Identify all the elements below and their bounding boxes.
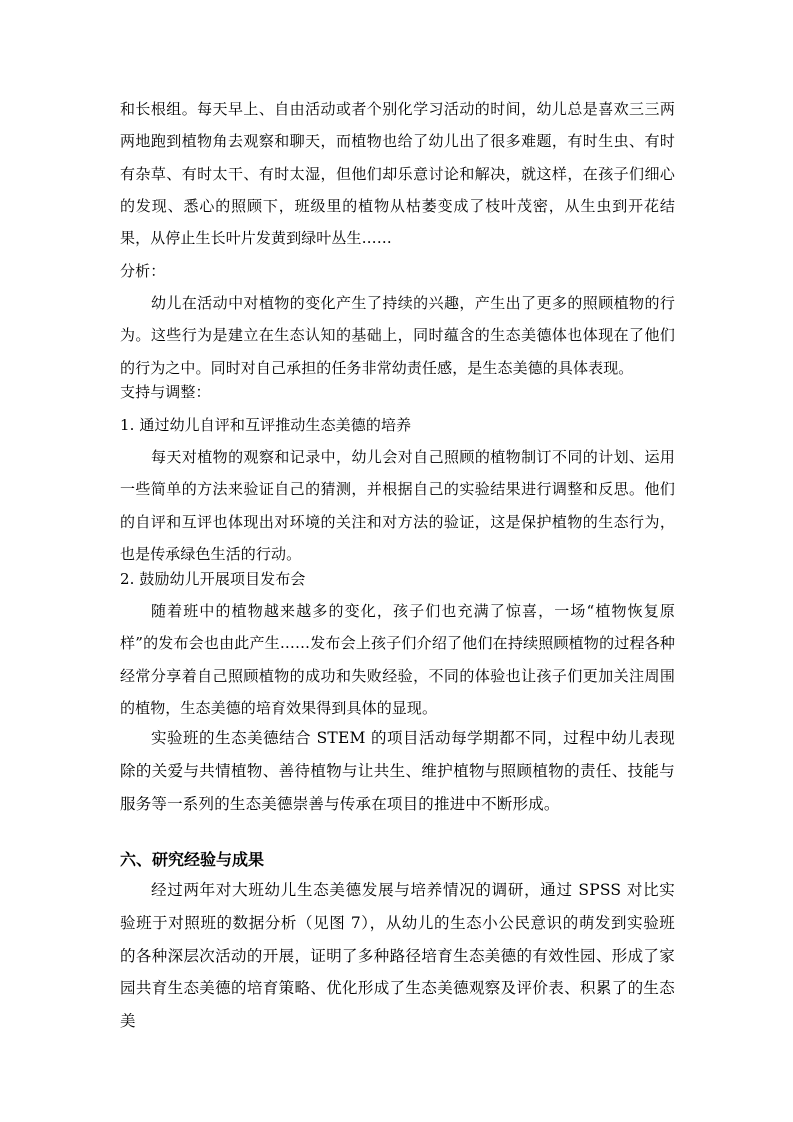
body-paragraph: 和长根组。每天早上、自由活动或者个别化学习活动的时间，幼儿总是喜欢三三两两地跑到植物角去观察和聊天，而植物也给了幼儿出了很多难题，有时生虫、有时有杂草、有时太干、有时太湿，但他们却乐意讨论和解决，就这样，在孩子们细心的发现、悉心的照顾下，班级里的植物从枯萎变成了枝叶茂密，从生虫到开花结果，从停止生长叶片发黄到绿叶丛生……	[120, 100, 675, 248]
list-item-2: 2. 鼓励幼儿开展项目发布会	[120, 570, 306, 588]
analysis-paragraph: 幼儿在活动中对植物的变化产生了持续的兴趣，产生出了更多的照顾植物的行为。这些行为是建立在生态认知的基础上，同时蕴含的生态美德体也体现在了他们的行为之中。同时对自己承担的任务非常幼责任感，是生态美德的具体表现。	[120, 294, 675, 377]
label-analysis: 分析：	[120, 262, 166, 280]
list-item-1: 1. 通过幼儿自评和互评推动生态美德的培养	[120, 416, 412, 434]
section-heading: 六、研究经验与成果	[120, 850, 265, 869]
summary-paragraph: 实验班的生态美德结合 STEM 的项目活动每学期都不同，过程中幼儿表现除的关爱与共情植物、善待植物与让共生、维护植物与照顾植物的责任、技能与服务等一系列的生态美德崇善与传承在项目的推进中不断形成。	[120, 729, 675, 813]
support-paragraph-1: 每天对植物的观察和记录中，幼儿会对自己照顾的植物制订不同的计划、运用一些简单的方法来验证自己的猜测，并根据自己的实验结果进行调整和反思。他们的自评和互评也体现出对环境的关注和对方法的验证，这是保护植物的生态行为，也是传承绿色生活的行动。	[120, 448, 675, 563]
results-paragraph: 经过两年对大班幼儿生态美德发展与培养情况的调研，通过 SPSS 对比实验班于对照班的数据分析（见图 7），从幼儿的生态小公民意识的萌发到实验班的各种深层次活动的开展，证明了多种路径培育生态美德的有效性园、形成了家园共育生态美德的培育策略、优化形成了生态美德观察及评价表、积累了的生态美	[120, 881, 675, 1031]
support-paragraph-2: 随着班中的植物越来越多的变化，孩子们也充满了惊喜，一场“植物恢复原样”的发布会也由此产生……发布会上孩子们介绍了他们在持续照顾植物的过程各种经常分享着自己照顾植物的成功和失败经验，不同的体验也让孩子们更加关注周围的植物，生态美德的培育效果得到具体的显现。	[120, 602, 675, 717]
label-support: 支持与调整：	[120, 383, 211, 401]
